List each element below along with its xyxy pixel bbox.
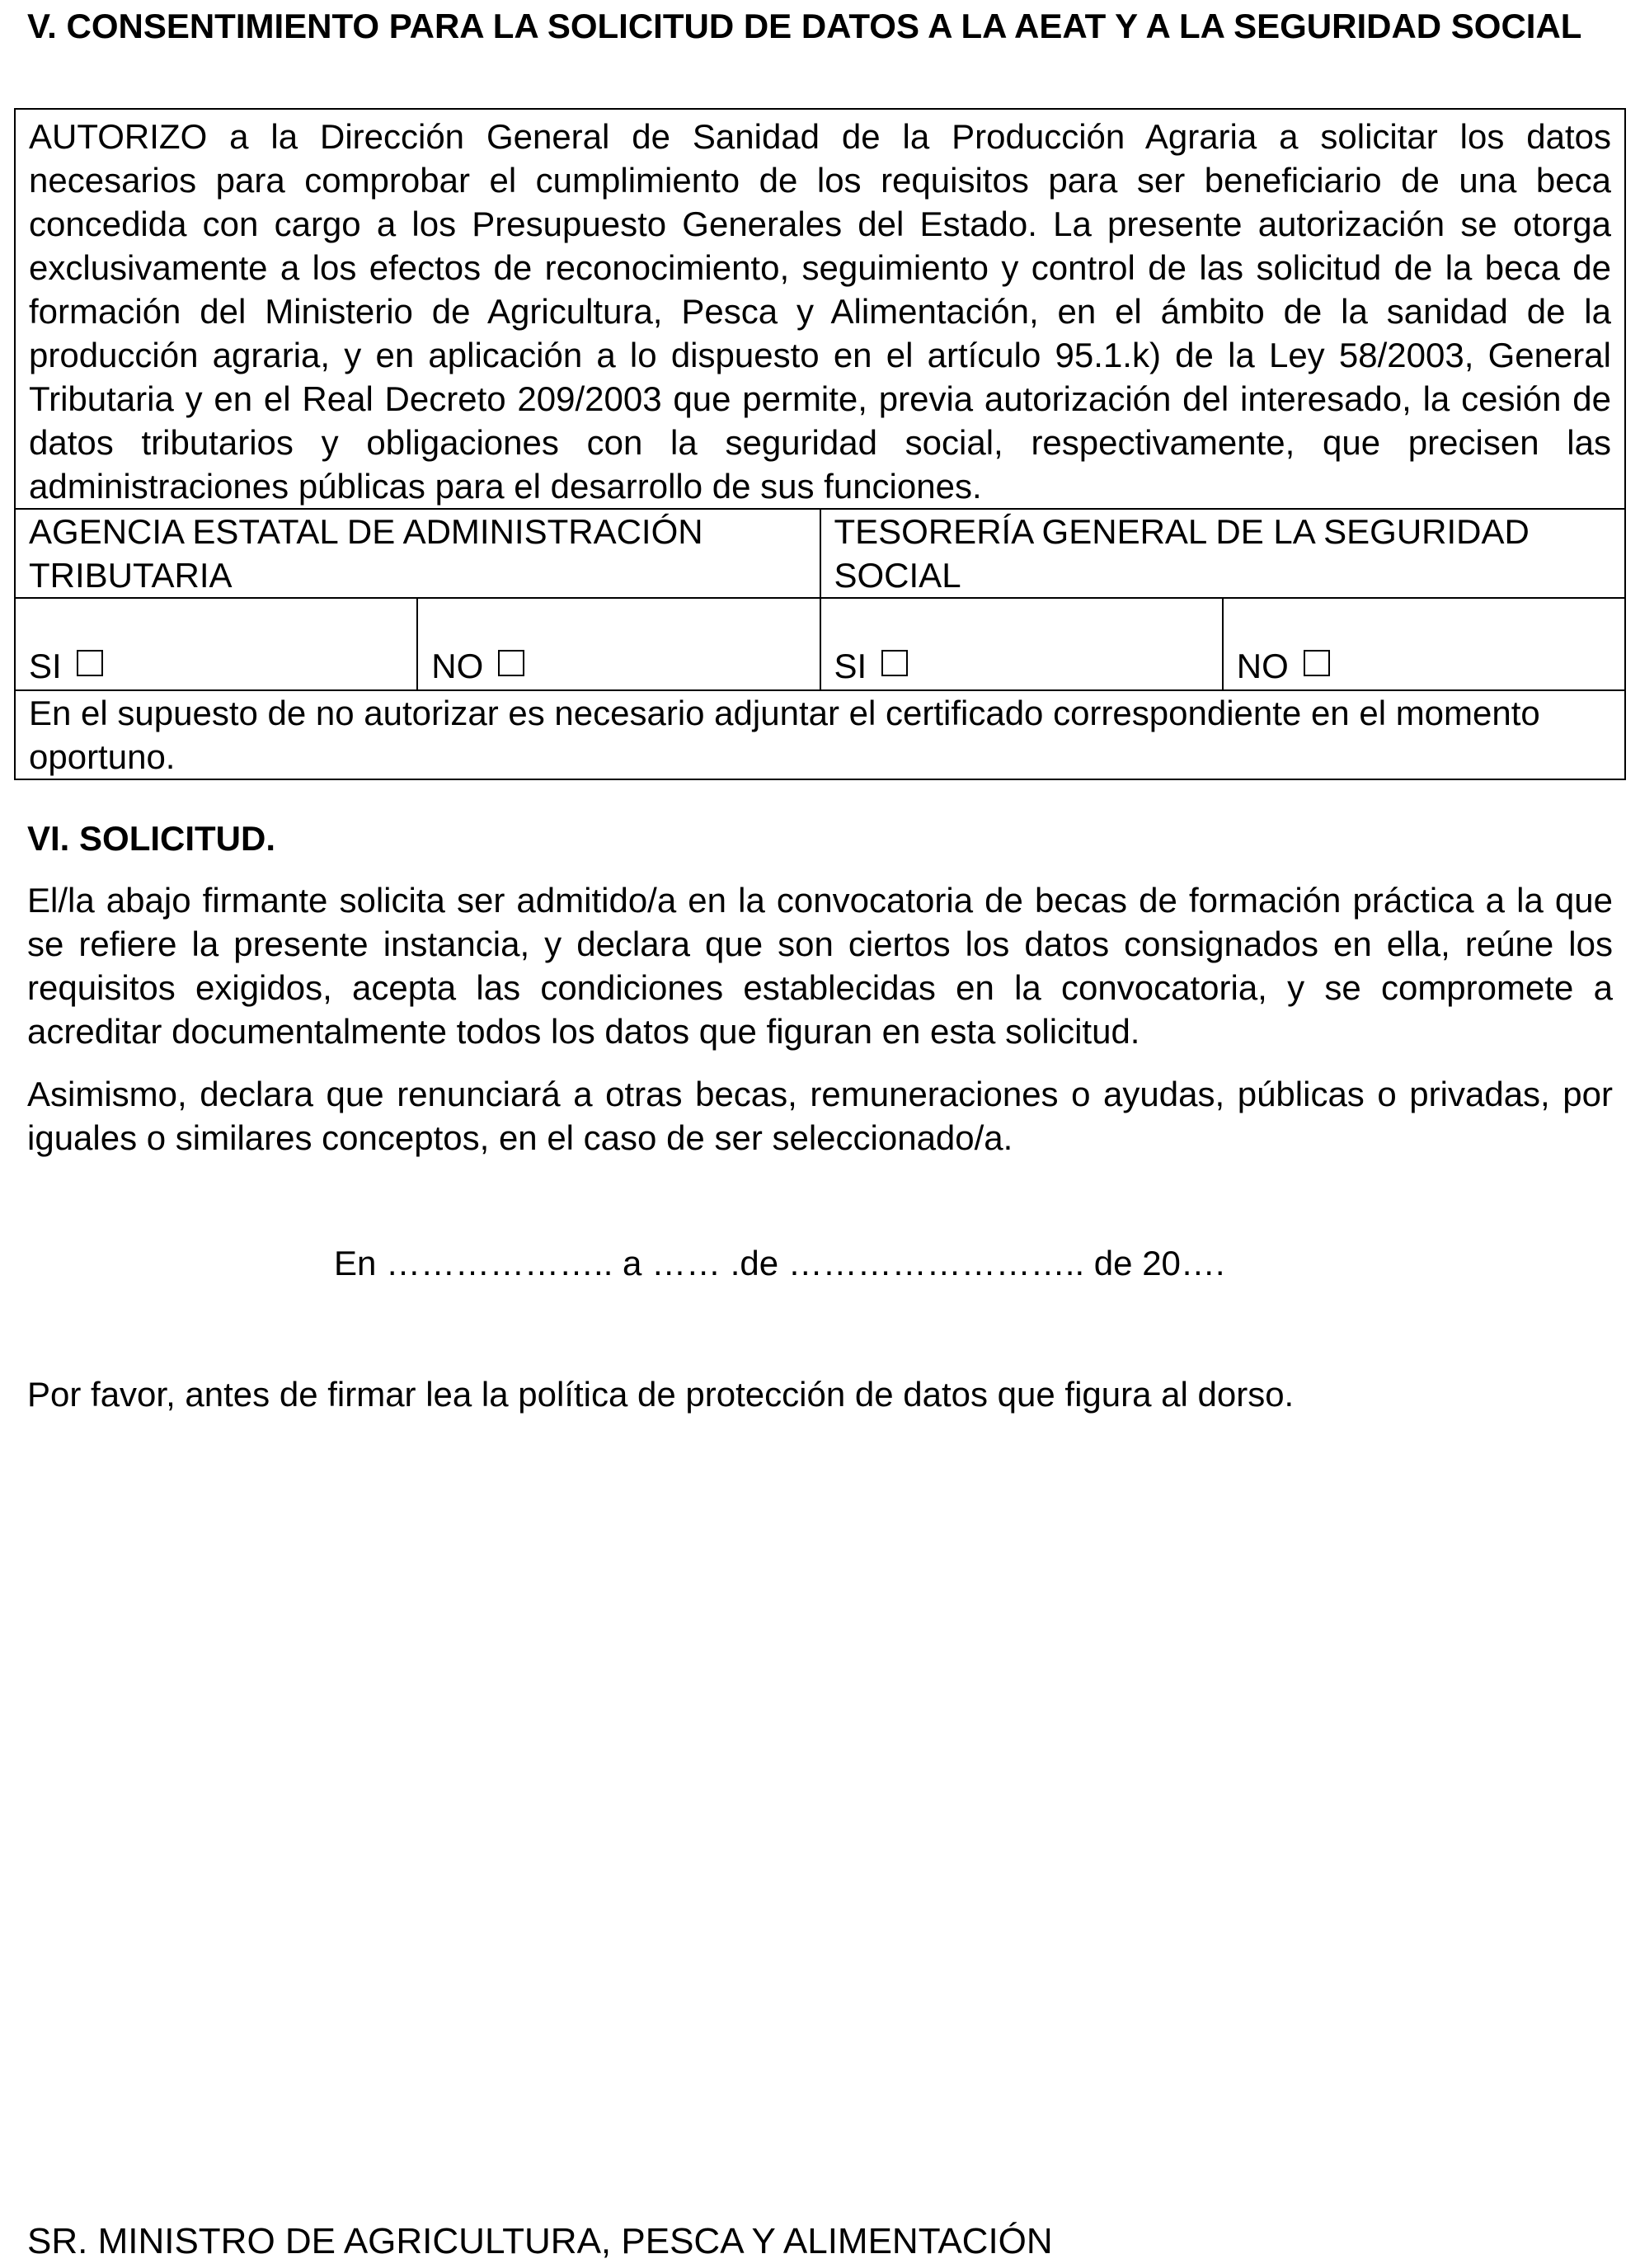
aeat-si-option[interactable] xyxy=(15,598,417,690)
aeat-si-label: SI xyxy=(29,647,62,685)
addressee: SR. MINISTRO DE AGRICULTURA, PESCA Y ALIMENTACIÓN xyxy=(27,2221,1053,2261)
aeat-no-checkbox[interactable] xyxy=(498,650,524,676)
agency-tgss-label: TESORERÍA GENERAL DE LA SEGURIDAD SOCIAL xyxy=(820,509,1626,598)
aeat-si-checkbox[interactable] xyxy=(77,650,103,676)
tgss-no-checkbox[interactable] xyxy=(1304,650,1330,676)
aeat-no-option[interactable] xyxy=(417,598,820,690)
authorization-text: AUTORIZO a la Dirección General de Sanidad de la Producción Agraria a solicitar los datos necesarios para comprobar el cumplimiento de los requisitos para ser beneficiario de una beca concedida con cargo a los Presupuesto Generales del Estado. La presente autorización se otorga exclusivamente a los efectos de reconocimiento, seguimiento y control de las solicitud de la beca de formación del Ministerio de Agricultura, Pesca y Alimentación, en el ámbito de la sanidad de la producción agraria, y en aplicación a lo dispuesto en el artículo 95.1.k) de la Ley 58/2003, General Tributaria y en el Real Decreto 209/2003 que permite, previa autorización del interesado, la cesión de datos tributarios y obligaciones con la seguridad social, respectivamente, que precisen las administraciones públicas para el desarrollo de sus funciones. xyxy=(15,109,1625,509)
section-6-title: VI. SOLICITUD. xyxy=(27,819,276,858)
tgss-si-checkbox[interactable] xyxy=(881,650,908,676)
tgss-si-option[interactable] xyxy=(820,598,1223,690)
aeat-no-label: NO xyxy=(431,647,484,685)
tgss-no-label: NO xyxy=(1236,647,1289,685)
tgss-no-option[interactable] xyxy=(1223,598,1625,690)
section-5-title: V. CONSENTIMIENTO PARA LA SOLICITUD DE DATOS A LA AEAT Y A LA SEGURIDAD SOCIAL xyxy=(27,7,1582,45)
agency-aeat-label: AGENCIA ESTATAL DE ADMINISTRACIÓN TRIBUTARIA xyxy=(15,509,820,598)
consent-table xyxy=(14,108,1626,780)
date-place-line: En ……………….. a …… .de …………………….. de 20…. xyxy=(334,1244,1225,1282)
tgss-si-label: SI xyxy=(834,647,867,685)
privacy-notice: Por favor, antes de firmar lea la política de protección de datos que figura al dorso. xyxy=(27,1375,1295,1414)
request-declaration: El/la abajo firmante solicita ser admitido/a en la convocatoria de becas de formación práctica a la que se refiere la presente instancia, y declara que son ciertos los datos consignados en ella, reúne los requisitos exigidos, acepta las condiciones establecidas en la convocatoria, y se compromete a acreditar documentalmente todos los datos que figuran en esta solicitud. xyxy=(27,881,1613,1051)
renunciation-declaration: Asimismo, declara que renunciará a otras becas, remuneraciones o ayudas, públicas o privadas, por iguales o similares conceptos, en el caso de ser seleccionado/a. xyxy=(27,1075,1613,1157)
no-authorization-note: En el supuesto de no autorizar es necesario adjuntar el certificado correspondiente en el momento oportuno. xyxy=(15,690,1625,779)
